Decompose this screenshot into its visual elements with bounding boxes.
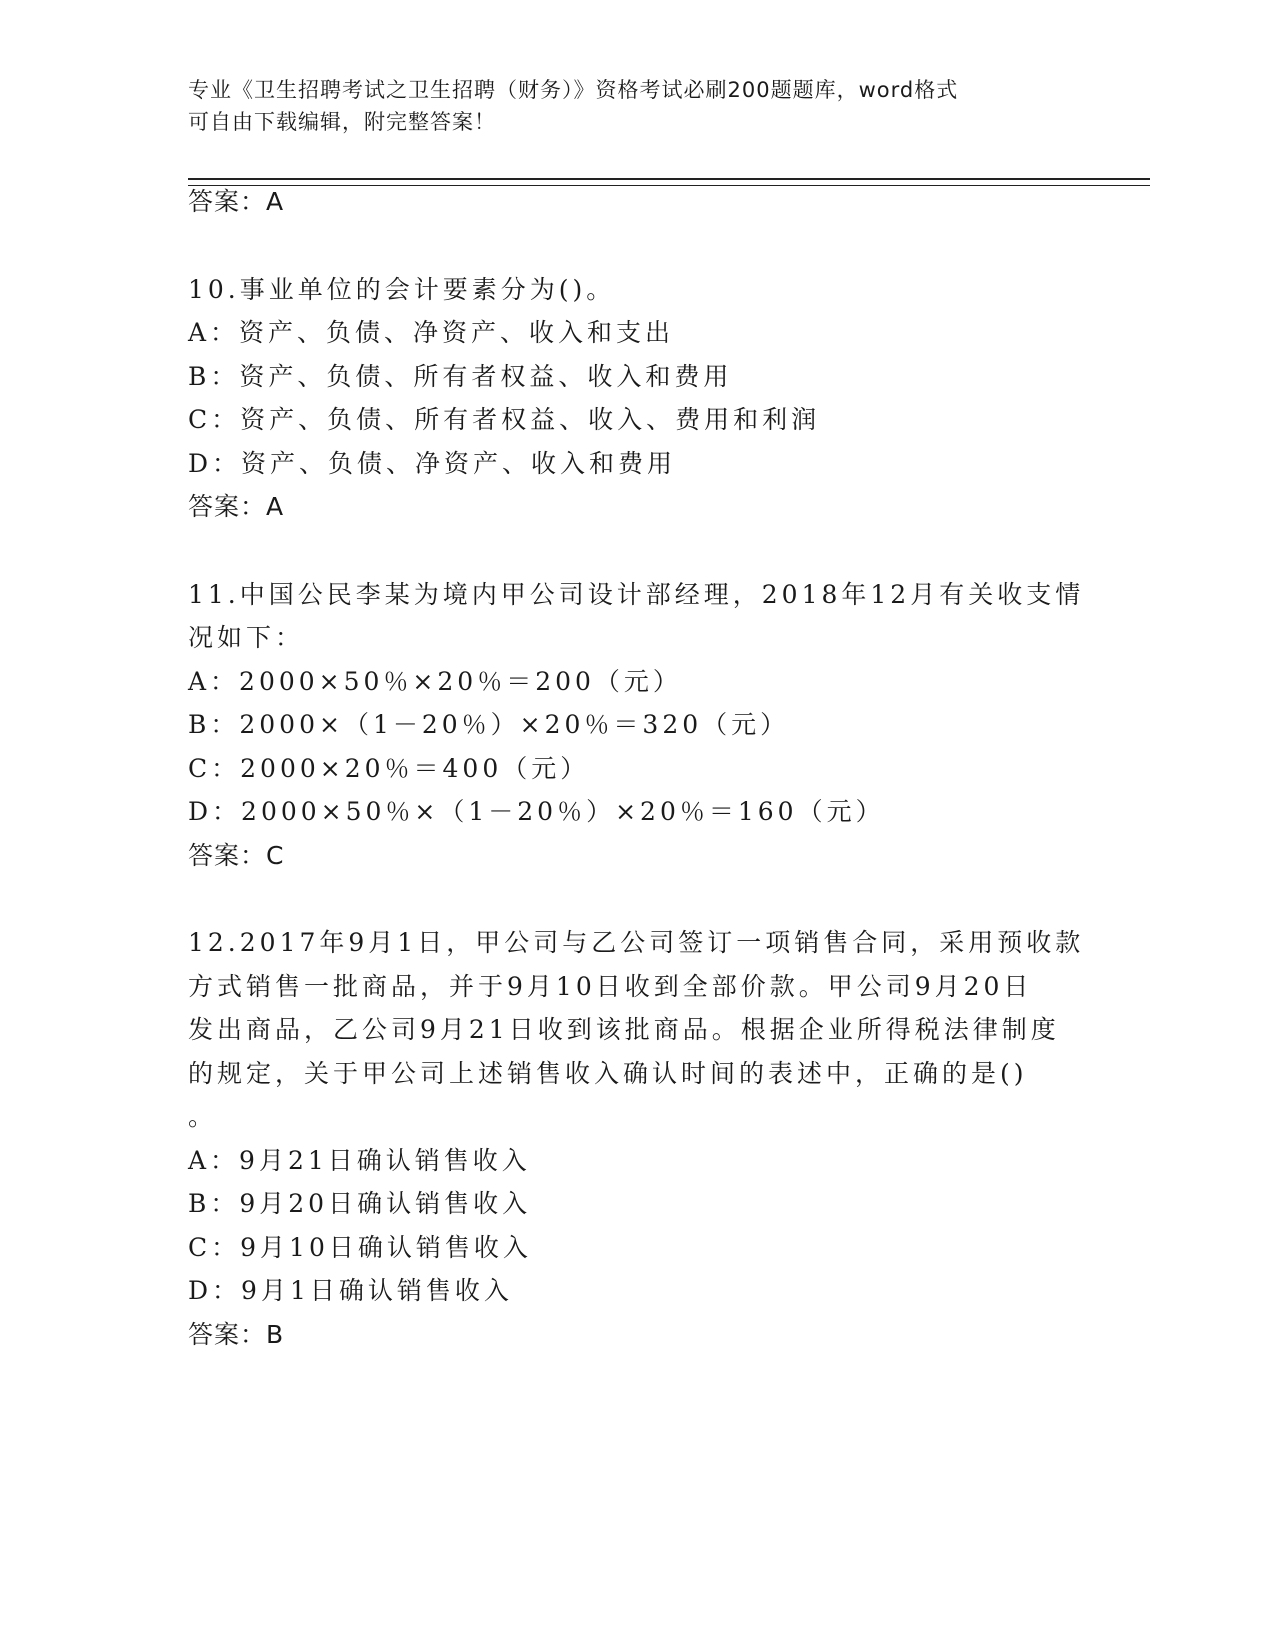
q12-stem-line-4: 的规定，关于甲公司上述销售收入确认时间的表述中，正确的是()	[188, 1059, 1028, 1088]
q12-stem-line-5: 。	[188, 1102, 218, 1131]
q12-answer: 答案：B	[188, 1320, 285, 1349]
q10-option-d: D：资产、负债、净资产、收入和费用	[188, 449, 677, 478]
q12-option-d: D：9月1日确认销售收入	[188, 1276, 513, 1305]
q11-stem-line-1: 11.中国公民李某为境内甲公司设计部经理，2018年12月有关收支情	[188, 580, 1085, 609]
header-title-line-1: 专业《卫生招聘考试之卫生招聘（财务）》资格考试必刷200题题库，word格式	[188, 78, 959, 102]
q11-option-a: A：2000×50％×20％＝200（元）	[188, 667, 682, 696]
q10-option-c: C：资产、负债、所有者权益、收入、费用和利润	[188, 405, 821, 434]
q11-stem-line-2: 况如下：	[188, 623, 305, 652]
q11-option-d: D：2000×50％×（1－20％）×20％＝160（元）	[188, 797, 885, 826]
page-header	[188, 74, 1068, 138]
q12-option-c: C：9月10日确认销售收入	[188, 1233, 532, 1262]
q12-stem-line-3: 发出商品，乙公司9月21日收到该批商品。根据企业所得税法律制度	[188, 1015, 1060, 1044]
header-title-line-2: 可自由下载编辑，附完整答案！	[188, 110, 496, 134]
header-divider	[188, 178, 1150, 186]
q11-option-b: B：2000×（1－20％）×20％＝320（元）	[188, 710, 790, 739]
q12-option-b: B：9月20日确认销售收入	[188, 1189, 532, 1218]
q10-option-a: A：资产、负债、净资产、收入和支出	[188, 318, 675, 347]
q12-option-a: A：9月21日确认销售收入	[188, 1146, 531, 1175]
q11-option-c: C：2000×20％＝400（元）	[188, 754, 590, 783]
q10-answer: 答案：A	[188, 492, 285, 521]
q10-option-b: B：资产、负债、所有者权益、收入和费用	[188, 362, 733, 391]
answer-previous: 答案：A	[188, 187, 285, 216]
q12-stem-line-1: 12.2017年9月1日，甲公司与乙公司签订一项销售合同，采用预收款	[188, 928, 1085, 957]
q10-stem: 10.事业单位的会计要素分为()。	[188, 275, 616, 304]
q12-stem-line-2: 方式销售一批商品，并于9月10日收到全部价款。甲公司9月20日	[188, 972, 1033, 1001]
q11-answer: 答案：C	[188, 841, 285, 870]
